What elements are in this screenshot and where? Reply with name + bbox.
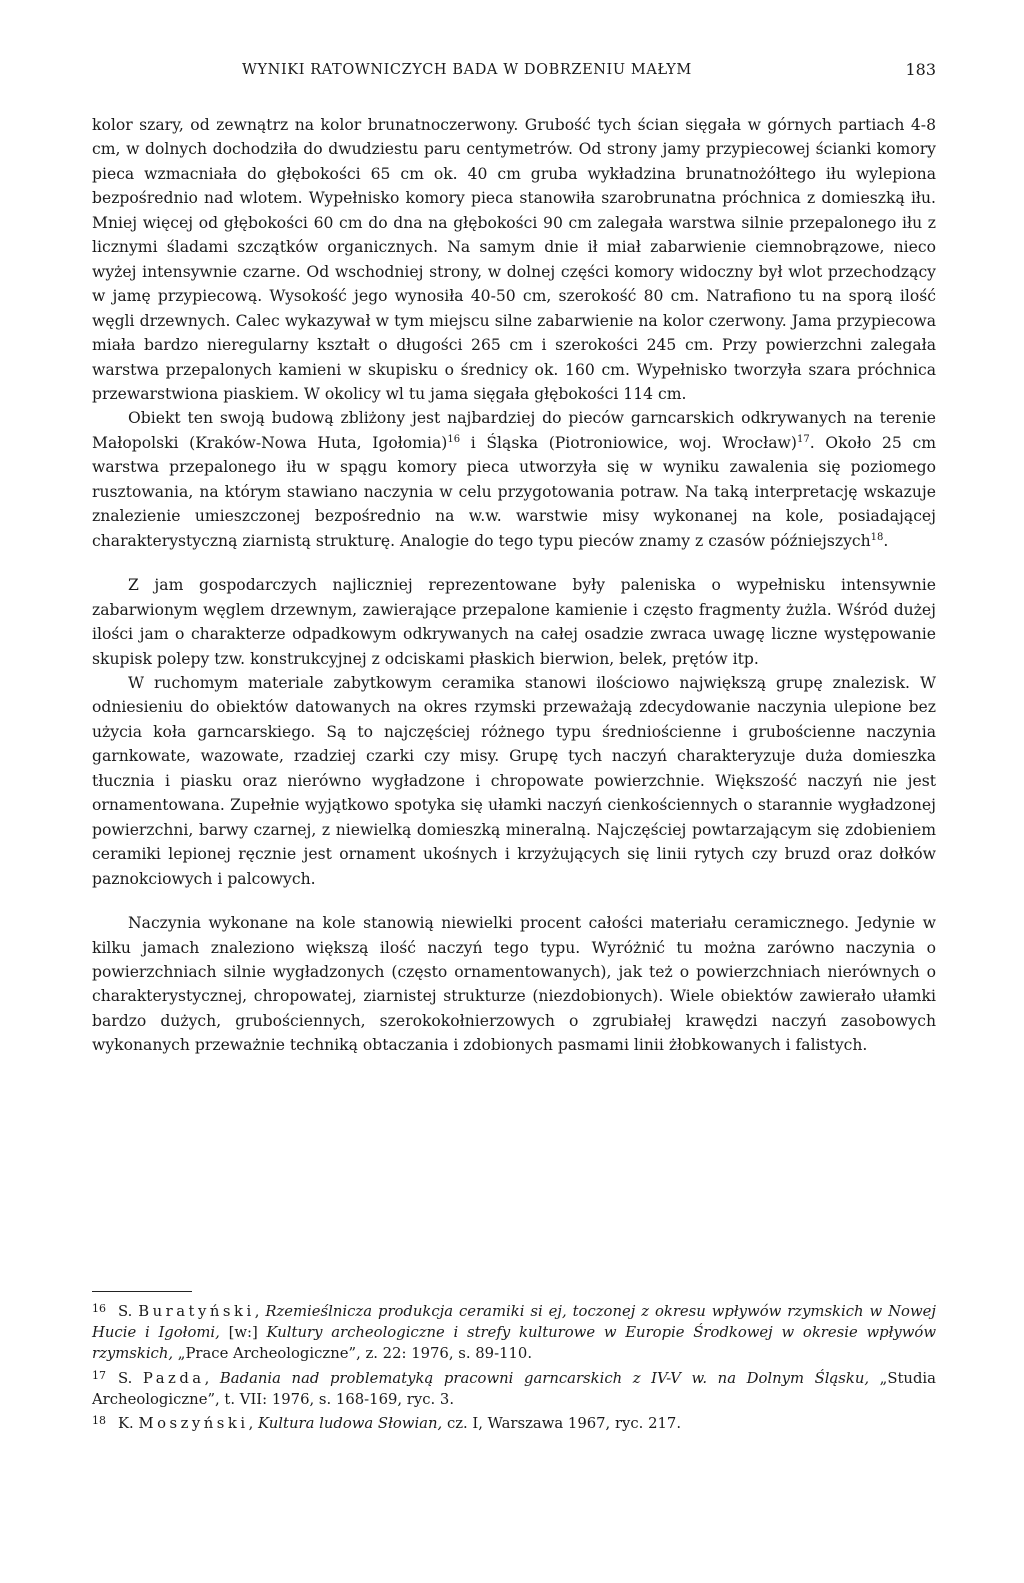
paragraph: Z jam gospodarczych najliczniej reprezentowane były paleniska o wypełnisku intensywnie zabarwionym węglem drzewnym, zawierające przepalone kamienie i często fragmenty żużla. Wśród dużej ilości jam o charakterze odpadkowym odkrywanych na całej osadzie zwraca uwagę liczne występowanie skupisk polepy tzw. konstrukcyjnej z odciskami płaskich bierwion, belek, prętów itp. <box>92 576 936 668</box>
footnote-author: Pazda <box>142 1369 205 1387</box>
footnote-text: [w:] <box>219 1324 267 1342</box>
footnote <box>92 1410 936 1434</box>
text-run: . <box>883 531 889 550</box>
paragraph <box>92 406 936 553</box>
footnote-title: Kultura ludowa Słowian, <box>258 1415 443 1433</box>
footnote-ref: 17 <box>796 433 810 445</box>
footnote-text: , <box>248 1415 259 1433</box>
footnote-number: 17 <box>92 1368 106 1382</box>
footnotes <box>92 1298 936 1434</box>
footnote-text: S. <box>118 1303 139 1320</box>
text-run: . Około 25 cm warstwa przepalonego iłu w spągu komory pieca utworzyła się w wyniku zawalenia się poziomego rusztowania, na którym stawiano naczynia w celu przygotowania potraw. Na taką interpretację wskazuje znalezienie umieszczonej bezpośrednio na w.w. warstwie misy wykonanej na kole, posiadającej charakterystyczną ziarnistą strukturę. Analogie do tego typu pieców znamy z czasów późniejszych <box>92 433 937 550</box>
footnote-text: K. <box>118 1415 139 1433</box>
body-text <box>92 113 936 1058</box>
footnote <box>92 1298 936 1365</box>
footnote-text: , <box>254 1303 266 1320</box>
paragraph: W ruchomym materiale zabytkowym ceramika stanowi ilościowo największą grupę znalezisk. W odniesieniu do obiektów datowanych na okres rzymski przeważają zdecydowanie naczynia ulepione bez użycia koła garncarskiego. Są to najczęściej różnego typu średniościenne i grubościenne naczynia garnkowate, wazowate, rzadziej czarki czy misy. Grupę tych naczyń charakteryzuje duża domieszka tłucznia i piasku oraz nierówno wygładzone i chropowate powierzchnie. Większość naczyń nie jest ornamentowana. Zupełnie wyjątkowo spotyka się ułamki naczyń cienkościennych o starannie wygładzonej powierzchni, barwy czarnej, z niewielką domieszką mineralną. Najczęściej powtarzającym się zdobieniem ceramiki lepionej ręcznie jest ornament ukośnych i krzyżujących się linii rytych czy bruzd oraz dołków paznokciowych i palcowych. <box>92 673 936 888</box>
footnote-title: Badania nad problematyką pracowni garncarskich z IV-V w. na Dolnym Śląsku, <box>219 1369 870 1387</box>
footnote <box>92 1365 936 1410</box>
footnote-title: Kultury archeologiczne i strefy kulturowe w Europie Środkowej w okresie wpływów rzymskich, <box>92 1324 936 1363</box>
footnote-title: Rzemieślnicza produkcja ceramiki si ej, toczonej z okresu wpływów rzymskich w Nowej Hucie i Igołomi, <box>92 1303 936 1342</box>
paragraph: Naczynia wykonane na kole stanowią niewielki procent całości materiału ceramicznego. Jedynie w kilku jamach znaleziono większą ilość naczyń tego typu. Wyróżnić tu można zarówno naczynia o powierzchniach silnie wygładzonych (często ornamentowanych), jak też o powierzchniach nierównych o charakterystycznej, chropowatej, ziarnistej strukturze (niezdobionych). Wiele obiektów zawierało ułamki bardzo dużych, grubościennych, szerokokołnierzowych o zgrubiałej krawędzi naczyń zasobowych wykonanych przeważnie techniką obtaczania i zdobionych pasmami linii żłobkowanych i falistych. <box>92 914 936 1055</box>
footnote-text: , <box>204 1369 220 1387</box>
footnote-number: 18 <box>92 1414 106 1428</box>
footnote-text: „Prace Archeologiczne”, z. 22: 1976, s. 89-110. <box>173 1345 533 1363</box>
text-run: Obiekt ten swoją budową zbliżony jest najbardziej do pieców garncarskich odkrywanych na terenie Małopolski (Kraków-Nowa Huta, Igołomia) <box>92 409 936 452</box>
footnote-ref: 18 <box>870 531 884 543</box>
paragraph: kolor szary, od zewnątrz na kolor brunatnoczerwony. Grubość tych ścian sięgała w górnych partiach 4-8 cm, w dolnych dochodziła do dwudziestu paru centymetrów. Od strony jamy przypiecowej ścianki komory pieca wzmacniała do głębokości 65 cm ok. 40 cm gruba wykładzina brunatnożółtego iłu wylepiona bezpośrednio nad wlotem. Wypełnisko komory pieca stanowiła szarobrunatna próchnica z domieszką iłu. Mniej więcej od głębokości 60 cm do dna na głębokości 90 cm zalegała warstwa silnie przepalonego iłu z licznymi śladami szczątków organicznych. Na samym dnie ił miał zabarwienie ciemnobrązowe, nieco wyżej intensywnie czarne. Od wschodniej strony, w dolnej części komory widoczny był wlot przechodzący w jamę przypiecową. Wysokość jego wynosiła 40-50 cm, szerokość 80 cm. Natrafiono tu na sporą ilość węgli drzewnych. Calec wykazywał w tym miejscu silne zabarwienie na kolor czerwony. Jama przypiecowa miała bardzo nieregularny kształt o długości 265 cm i szerokości 245 cm. Przy powierzchni zalegała warstwa przepalonych kamieni w skupisku o średnicy ok. 160 cm. Wypełnisko tworzyła szara próchnica przewarstwiona piaskiem. W okolicy wl tu jama sięgała głębokości 114 cm. <box>92 116 936 403</box>
footnote-text: „Studia Archeologiczne”, t. VII: 1976, s. 168-169, ryc. 3. <box>92 1369 936 1408</box>
footnote-text: S. <box>118 1369 143 1387</box>
footnote-author: Moszyński <box>138 1415 249 1433</box>
page-number: 183 <box>905 60 936 79</box>
footnote-text: cz. I, Warszawa 1967, ryc. 217. <box>442 1415 682 1433</box>
footnote-ref: 16 <box>447 433 461 445</box>
footnote-number: 16 <box>92 1302 106 1315</box>
footnote-divider <box>92 1291 192 1292</box>
running-head: WYNIKI RATOWNICZYCH BADA W DOBRZENIU MAŁYM <box>242 62 692 78</box>
page-header <box>92 62 936 86</box>
footnote-author: Buratyński <box>138 1303 255 1320</box>
text-run: i Śląska (Piotroniowice, woj. Wrocław) <box>460 433 797 452</box>
